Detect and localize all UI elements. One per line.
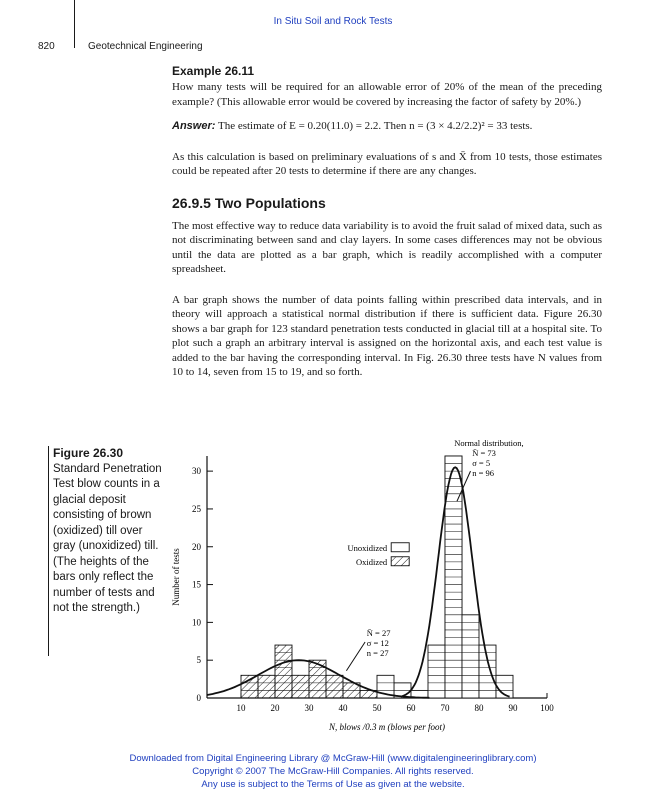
annotation-sigma-oxidized: σ = 12 [366,637,389,648]
x-tick-label: 50 [372,703,382,713]
legend-label-oxidized: Oxidized [356,556,388,567]
y-tick-label: 0 [196,693,201,703]
y-tick-label: 10 [192,617,201,628]
y-tick-label: 20 [192,541,201,552]
footer [0,752,666,791]
x-tick-label: 10 [236,703,246,713]
annotation-mean-normal: N̄ = 73 [472,448,496,459]
bar-oxidized [258,675,275,698]
bar-oxidized [292,675,309,698]
main-text [172,64,602,380]
bar-unoxidized [462,615,479,698]
x-axis-label: N, blows /0.3 m (blows per foot) [328,722,446,732]
annotation-sigma-normal: σ = 5 [472,458,491,469]
book-title: Geotechnical Engineering [88,41,203,52]
annotation-n-normal: n = 96 [472,468,494,479]
figure-caption [53,446,167,617]
page-number: 820 [38,41,55,52]
section-title: 26.9.5 Two Populations [172,194,326,211]
x-tick-label: 90 [508,703,518,713]
x-tick-label: 30 [304,703,314,713]
bar-unoxidized [479,645,496,698]
y-tick-label: 5 [196,655,201,666]
legend-swatch-oxidized [391,557,409,566]
legend-label-unoxidized: Unoxidized [347,542,388,553]
legend-swatch-unoxidized [391,543,409,552]
bar-unoxidized [428,645,445,698]
x-tick-label: 60 [406,703,416,713]
y-axis-label: Number of tests [171,548,181,606]
annotation-mean-oxidized: N̄ = 27 [366,627,391,638]
x-tick-label: 100 [540,703,554,713]
footer-line-1[interactable]: Downloaded from Digital Engineering Library @ McGraw-Hill (www.digitalengineeringlibrary.com) [129,753,537,764]
header-rule [74,0,75,48]
figure-caption-rule [48,446,49,656]
section-paragraph-2: A bar graph shows the number of data points falling within prescribed data intervals, and in theory will approach a statistical normal distribution if there is sufficient data. Figure 26.30 shows a bar graph for 123 standard penetration tests conducted in glacial till at a hospital site. To plot such a graph an arbitrary interval is assigned on the horizontal axis, and each test value is added to the bar having the corresponding interval. In Fig. 26.30 three tests have N values from 10 to 14, seven from 15 to 19, and so forth. [172,293,602,378]
bar-oxidized [275,645,292,698]
running-head: In Situ Soil and Rock Tests [273,16,393,27]
answer-text: The estimate of E = 0.20(11.0) = 2.2. Then n = (3 × 4.2/2.2)² = 33 tests. [217,120,533,132]
annotation-leader-oxidized [346,642,365,671]
x-tick-label: 80 [474,703,484,713]
y-tick-label: 25 [192,503,201,514]
answer-label: Answer: [172,120,216,132]
footer-line-2: Copyright © 2007 The McGraw-Hill Companies. All rights reserved. [192,766,474,777]
bar-oxidized [241,675,258,698]
bar-chart [165,438,565,738]
annotation-n-oxidized: n = 27 [366,647,389,658]
figure-caption-text: Standard Penetration Test blow counts in a glacial deposit consisting of brown (oxidized) till over gray (unoxidized) till. (The heights of the bars only reflect the number of tests and not the strength.) [53,462,162,614]
x-tick-label: 20 [270,703,280,713]
example-question: How many tests will be required for an allowable error of 20% of the mean of the preceding example? (This allowable error would be covered by increasing the factor of safety by 20%.) [172,81,602,108]
annotation-title-normal: Normal distribution, [454,438,524,449]
y-tick-label: 15 [192,579,201,590]
x-tick-label: 70 [440,703,450,713]
section-paragraph-1: The most effective way to reduce data variability is to avoid the fruit salad of mixed data, such as not discriminating between sand and clay layers. In some cases differences may not be obvious until the data are plotted as a bar graph, which is readily accomplished with a computer spreadsheet. [172,219,602,275]
figure-label: Figure 26.30 [53,446,124,460]
example-followup: As this calculation is based on preliminary evaluations of s and X̄ from 10 tests, those estimates could be repeated after 20 tests to determine if there are any changes. [172,150,602,177]
footer-line-3: Any use is subject to the Terms of Use as given at the website. [201,779,465,790]
bar-oxidized [326,675,343,698]
x-tick-label: 40 [338,703,348,713]
y-tick-label: 30 [192,466,201,477]
example-title: Example 26.11 [172,64,255,78]
example-answer [172,119,602,134]
